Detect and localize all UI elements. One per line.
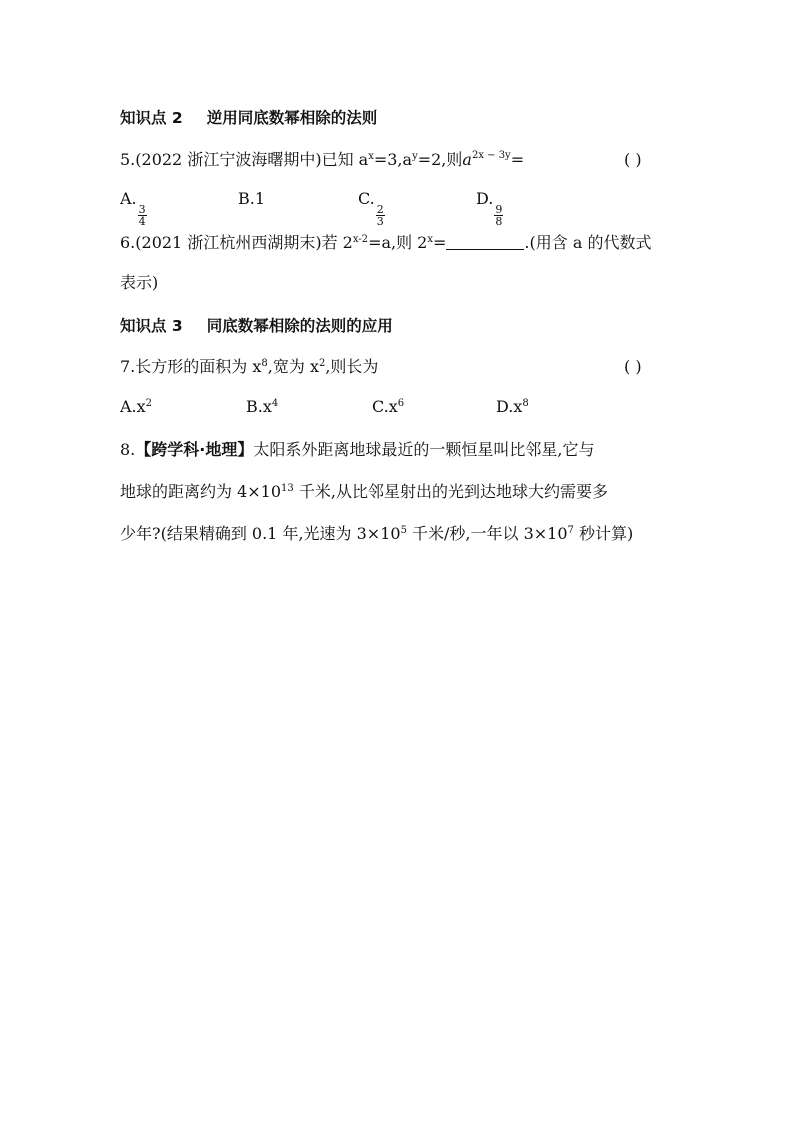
option-label: A. (120, 189, 137, 208)
answer-blank[interactable] (446, 235, 524, 250)
exponent: 13 (281, 483, 294, 494)
question-text: =a,则 2 (368, 233, 428, 252)
answer-bracket: ( ) (624, 150, 642, 169)
question-text: 千米/秒,一年以 3×10 (406, 524, 568, 543)
subject-tag: 【跨学科·地理】 (135, 440, 254, 459)
section-label: 知识点 2 (120, 109, 183, 127)
question-text: 太阳系外距离地球最近的一颗恒星叫比邻星,它与 (253, 440, 595, 459)
denominator: 3 (376, 215, 384, 228)
exponent: 8 (261, 358, 268, 369)
fraction (138, 204, 147, 227)
question-number: 7. (120, 357, 136, 376)
option-a (120, 396, 152, 418)
numerator: 2 (376, 203, 384, 216)
question-6 (120, 232, 680, 254)
exponent: 8 (522, 398, 529, 409)
exponent: 6 (397, 398, 405, 409)
question-text: 表示) (120, 273, 159, 292)
question-text: =3,a (373, 150, 413, 169)
exponent: 2 (145, 398, 153, 409)
fraction (494, 204, 503, 227)
exponent: 5 (400, 525, 407, 536)
question-8-line-2 (120, 481, 680, 503)
option-label: B.1 (238, 189, 266, 208)
expression-base: a (462, 150, 472, 169)
question-text: ,则长为 (325, 357, 379, 376)
denominator: 8 (495, 215, 503, 228)
exponent: x (368, 151, 374, 162)
exponent: 4 (271, 398, 279, 409)
numerator: 9 (495, 203, 503, 216)
question-text: 地球的距离约为 4×10 (120, 482, 282, 501)
question-text: 已知 a (321, 150, 369, 169)
section-heading-3 (120, 315, 680, 337)
question-6-line-2 (120, 272, 680, 294)
question-text: 千米,从比邻星射出的光到达地球大约需要多 (293, 482, 608, 501)
option-b (246, 396, 278, 418)
exponent: y (412, 151, 418, 162)
option-a (120, 188, 147, 227)
question-text: 长方形的面积为 x (135, 357, 262, 376)
question-text: 秒计算) (573, 524, 634, 543)
answer-bracket: ( ) (624, 357, 642, 376)
option-label: B.x (246, 397, 272, 416)
question-text: 若 2 (321, 233, 353, 252)
question-text: =2,则 (417, 150, 463, 169)
question-text: = (433, 233, 447, 252)
section-title: 同底数幂相除的法则的应用 (206, 317, 393, 335)
question-7 (120, 356, 680, 378)
question-text: .(用含 a 的代数式 (524, 233, 652, 252)
exponent: x (427, 234, 434, 245)
numerator: 3 (138, 203, 146, 216)
option-d (476, 188, 503, 227)
option-c (372, 396, 404, 418)
section-heading-2 (120, 107, 680, 129)
question-number: 6. (120, 233, 136, 252)
expression-exponent: 2x − 3y (471, 150, 511, 161)
section-label: 知识点 3 (120, 317, 183, 335)
question-8-line-3 (120, 523, 680, 545)
exponent: 2 (318, 358, 326, 369)
option-b (238, 188, 265, 210)
question-number: 5. (120, 150, 136, 169)
question-source: (2021 浙江杭州西湖期末) (135, 233, 322, 252)
question-source: (2022 浙江宁波海曙期中) (135, 150, 322, 169)
question-text: 少年?(结果精确到 0.1 年,光速为 3×10 (120, 524, 401, 543)
question-number: 8. (120, 440, 136, 459)
option-label: A.x (120, 397, 146, 416)
question-text: = (510, 150, 525, 169)
question-8 (120, 439, 680, 461)
option-label: D. (476, 189, 494, 208)
question-5 (120, 149, 680, 171)
denominator: 4 (138, 215, 146, 228)
option-c (358, 188, 385, 227)
option-label: C. (358, 189, 375, 208)
fraction (376, 204, 385, 227)
exponent: x-2 (352, 234, 369, 245)
option-label: C.x (372, 397, 398, 416)
exponent: 7 (567, 525, 574, 536)
option-d (496, 396, 529, 418)
question-text: ,宽为 x (267, 357, 319, 376)
option-label: D.x (496, 397, 523, 416)
section-title: 逆用同底数幂相除的法则 (206, 109, 378, 127)
